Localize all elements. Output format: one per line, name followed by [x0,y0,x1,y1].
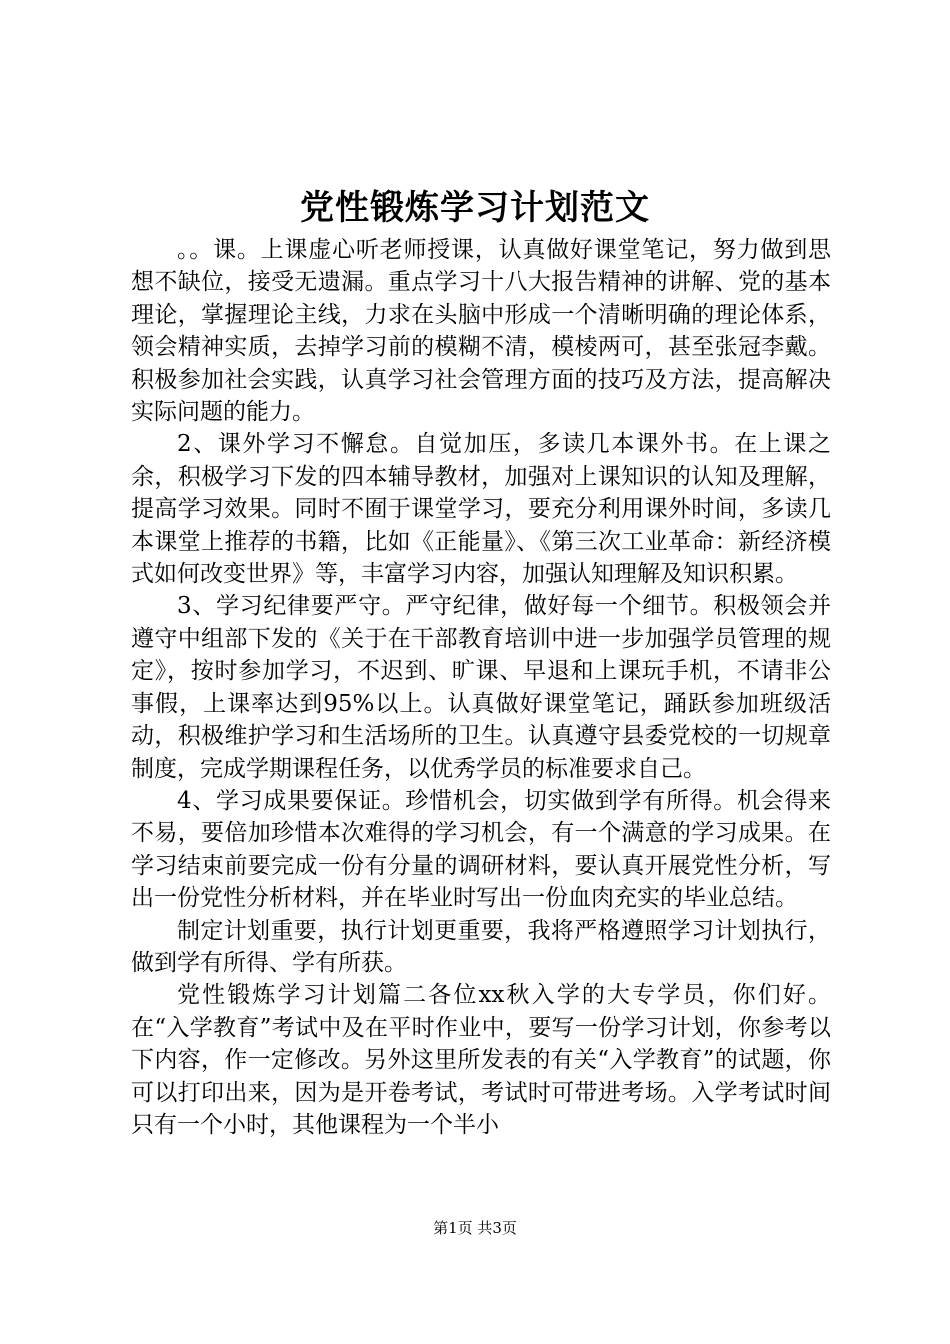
document-body [131,234,831,1141]
paragraph: 2、课外学习不懈怠。自觉加压，多读几本课外书。在上课之余，积极学习下发的四本辅导教材，加强对上课知识的认知及理解，提高学习效果。同时不囿于课堂学习，要充分利用课外时间，多读几本课堂上推荐的书籍，比如《正能量》、《第三次工业革命：新经济模式如何改变世界》等，丰富学习内容，加强认知理解及知识积累。 [131,431,831,588]
document-title: 党性锻炼学习计划范文 [300,188,650,228]
paragraph: 4、学习成果要保证。珍惜机会，切实做到学有所得。机会得来不易，要倍加珍惜本次难得的学习机会，有一个满意的学习成果。在学习结束前要完成一份有分量的调研材料，要认真开展党性分析，写出一份党性分析材料，并在毕业时写出一份血肉充实的毕业总结。 [131,787,831,912]
paragraph: 。。课。上课虚心听老师授课，认真做好课堂笔记，努力做到思想不缺位，接受无遗漏。重点学习十八大报告精神的讲解、党的基本理论，掌握理论主线，力求在头脑中形成一个清晰明确的理论体系，领会精神实质，去掉学习前的模糊不清，模棱两可，甚至张冠李戴。积极参加社会实践，认真学习社会管理方面的技巧及方法，提高解决实际问题的能力。 [131,237,831,426]
paragraph: 3、学习纪律要严守。严守纪律，做好每一个细节。积极领会并遵守中组部下发的《关于在干部教育培训中进一步加强学员管理的规定》，按时参加学习，不迟到、旷课、早退和上课玩手机，不请非公事假，上课率达到95%以上。认真做好课堂笔记，踊跃参加班级活动，积极维护学习和生活场所的卫生。认真遵守县委党校的一切规章制度，完成学期课程任务，以优秀学员的标准要求自己。 [131,593,831,782]
page-number-footer: 第1页 共3页 [433,1219,517,1237]
paragraph: 制定计划重要，执行计划更重要，我将严格遵照学习计划执行，做到学有所得、学有所获。 [131,917,831,976]
paragraph: 党性锻炼学习计划篇二各位xx秋入学的大专学员，你们好。在“入学教育”考试中及在平时作业中，要写一份学习计划，你参考以下内容，作一定修改。另外这里所发表的有关“入学教育”的试题，你可以打印出来，因为是开卷考试，考试时可带进考场。入学考试时间只有一个小时，其他课程为一个半小 [131,982,831,1138]
